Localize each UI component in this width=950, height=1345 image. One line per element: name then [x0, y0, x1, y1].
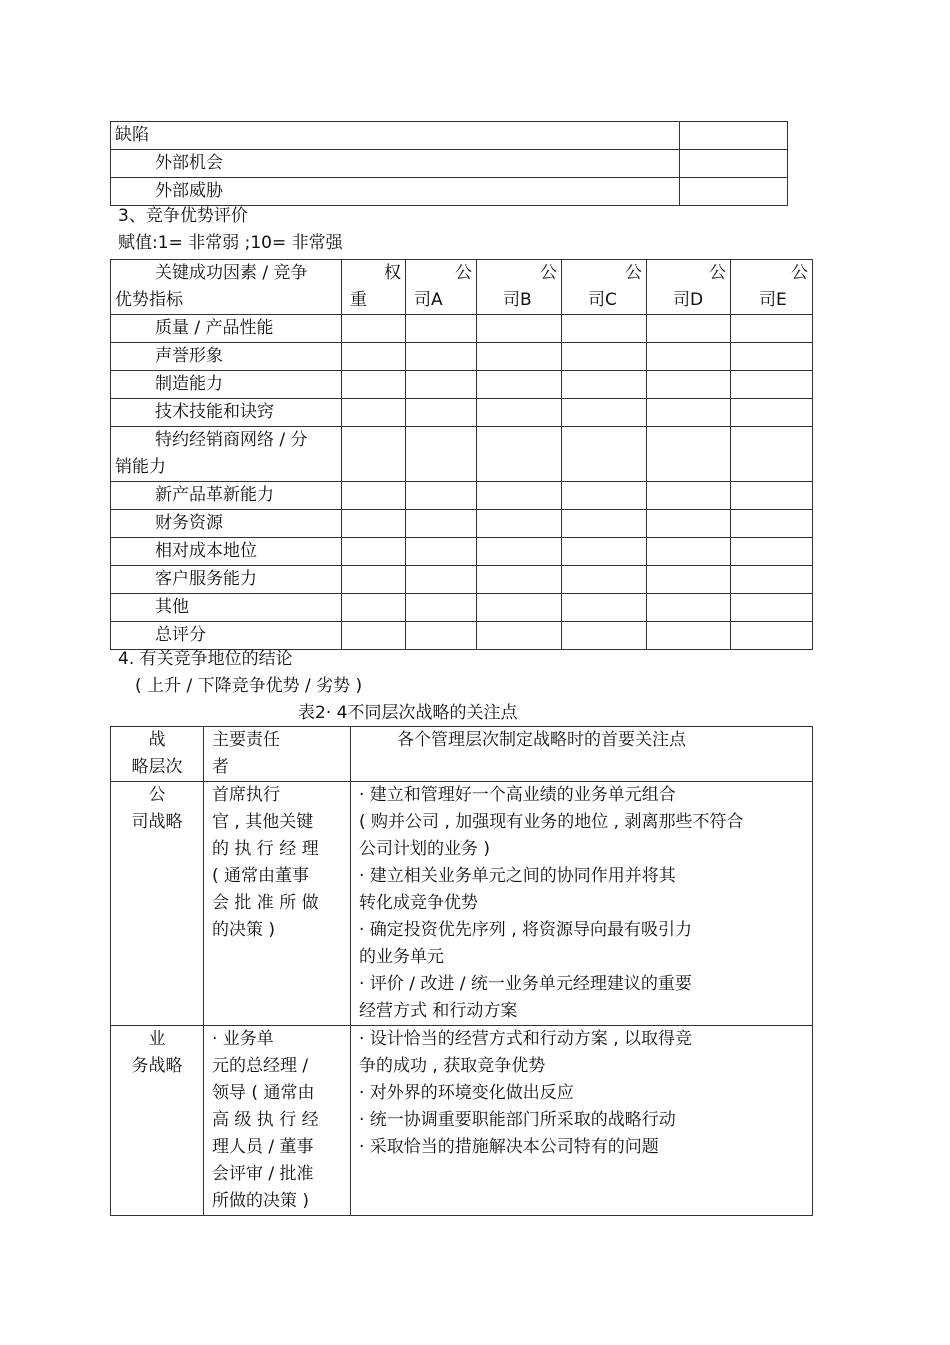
company-header-line2: 司D: [673, 290, 704, 310]
level-cell: 公 司战略: [111, 782, 204, 1026]
factor-cell: 技术技能和诀窍: [111, 399, 342, 427]
competitive-table: [110, 259, 813, 650]
table-row: [111, 371, 813, 399]
factor-cell: 新产品革新能力: [111, 482, 342, 510]
focus-cell: · 建立和管理好一个高业绩的业务单元组合 ( 购并公司 , 加强现有业务的地位 , 剥离那些不符合 公司计划的业务 ) · 建立相关业务单元之间的协同作用并将其 转化成竞争优势 · 确定投资优先序列 , 将资源导向最有吸引力 的业务单元 · 评价 / 改进 / 统一业务单元经理建议的重要 经营方式 和行动方案: [351, 782, 813, 1026]
scale-note: 赋值:1= 非常弱 ;10= 非常强: [118, 233, 343, 253]
table-row: [111, 482, 813, 510]
factor-header: [111, 260, 342, 315]
company-header-line1: 公: [455, 263, 472, 283]
company-header-line1: 公: [791, 263, 808, 283]
factor-cell: 客户服务能力: [111, 566, 342, 594]
company-header-line2: 司A: [414, 290, 443, 310]
level-cell: 业 务战略: [111, 1026, 204, 1216]
table-row: [111, 594, 813, 622]
weight-header: [342, 260, 406, 315]
company-header-line1: 公: [709, 263, 726, 283]
factor-cell-line2: 销能力: [115, 457, 166, 477]
weight-header-line1: 权: [384, 263, 401, 283]
responsible-cell: · 业务单 元的总经理 / 领导 ( 通常由 高 级 执 行 经 理人员 / 董事 会评审 / 批准 所做的决策 ): [204, 1026, 351, 1216]
factor-cell: 相对成本地位: [111, 538, 342, 566]
company-header-line1: 公: [540, 263, 557, 283]
table-row: [111, 566, 813, 594]
swot-table: [110, 121, 788, 206]
factor-cell: 财务资源: [111, 510, 342, 538]
level-header: 战 略层次: [111, 727, 204, 782]
swot-row: 外部威胁: [111, 178, 680, 206]
factor-cell: 其他: [111, 594, 342, 622]
section4-heading: 4. 有关竞争地位的结论: [118, 649, 293, 669]
factor-cell: [111, 427, 342, 482]
factor-cell: 总评分: [111, 622, 342, 650]
company-header-line1: 公: [625, 263, 642, 283]
focus-header: 各个管理层次制定战略时的首要关注点: [351, 727, 813, 782]
table-row: [111, 538, 813, 566]
responsible-cell: 首席执行 官 , 其他关键 的 执 行 经 理 ( 通常由董事 会 批 准 所 做 的决策 ): [204, 782, 351, 1026]
section4-note: ( 上升 / 下降竞争优势 / 劣势 ): [135, 676, 363, 696]
company-header: [562, 260, 647, 315]
focus-cell: · 设计恰当的经营方式和行动方案 , 以取得竞 争的成功 , 获取竞争优势 · 对外界的环境变化做出反应 · 统一协调重要职能部门所采取的战略行动 · 采取恰当的措施解决本公司特有的问题: [351, 1026, 813, 1216]
company-header-line2: 司B: [503, 290, 532, 310]
weight-header-line2: 重: [350, 290, 367, 310]
company-header-line2: 司E: [759, 290, 787, 310]
company-header: [647, 260, 731, 315]
table-caption: 表2· 4不同层次战略的关注点: [298, 703, 518, 723]
factor-cell-line1: 特约经销商网络 / 分: [155, 430, 308, 450]
swot-value-cell: [680, 122, 788, 150]
company-header-line2: 司C: [588, 290, 617, 310]
factor-header-line2: 优势指标: [115, 290, 183, 310]
factor-cell: 制造能力: [111, 371, 342, 399]
table-row: [111, 315, 813, 343]
factor-cell: 质量 / 产品性能: [111, 315, 342, 343]
company-header: [477, 260, 562, 315]
section3-heading: 3、竞争优势评价: [118, 206, 248, 226]
responsible-header: 主要责任 者: [204, 727, 351, 782]
table-row: [111, 782, 813, 1026]
company-header: [731, 260, 813, 315]
swot-value-cell: [680, 178, 788, 206]
company-header: [406, 260, 477, 315]
table-row: [111, 1026, 813, 1216]
table-row: [111, 399, 813, 427]
strategy-table: [110, 726, 813, 1216]
swot-value-cell: [680, 150, 788, 178]
factor-cell: 声誉形象: [111, 343, 342, 371]
table-row: [111, 510, 813, 538]
swot-row: 缺陷: [111, 122, 680, 150]
table-row: [111, 343, 813, 371]
factor-header-line1: 关键成功因素 / 竞争: [155, 263, 308, 283]
table-row: [111, 427, 813, 482]
swot-row: 外部机会: [111, 150, 680, 178]
